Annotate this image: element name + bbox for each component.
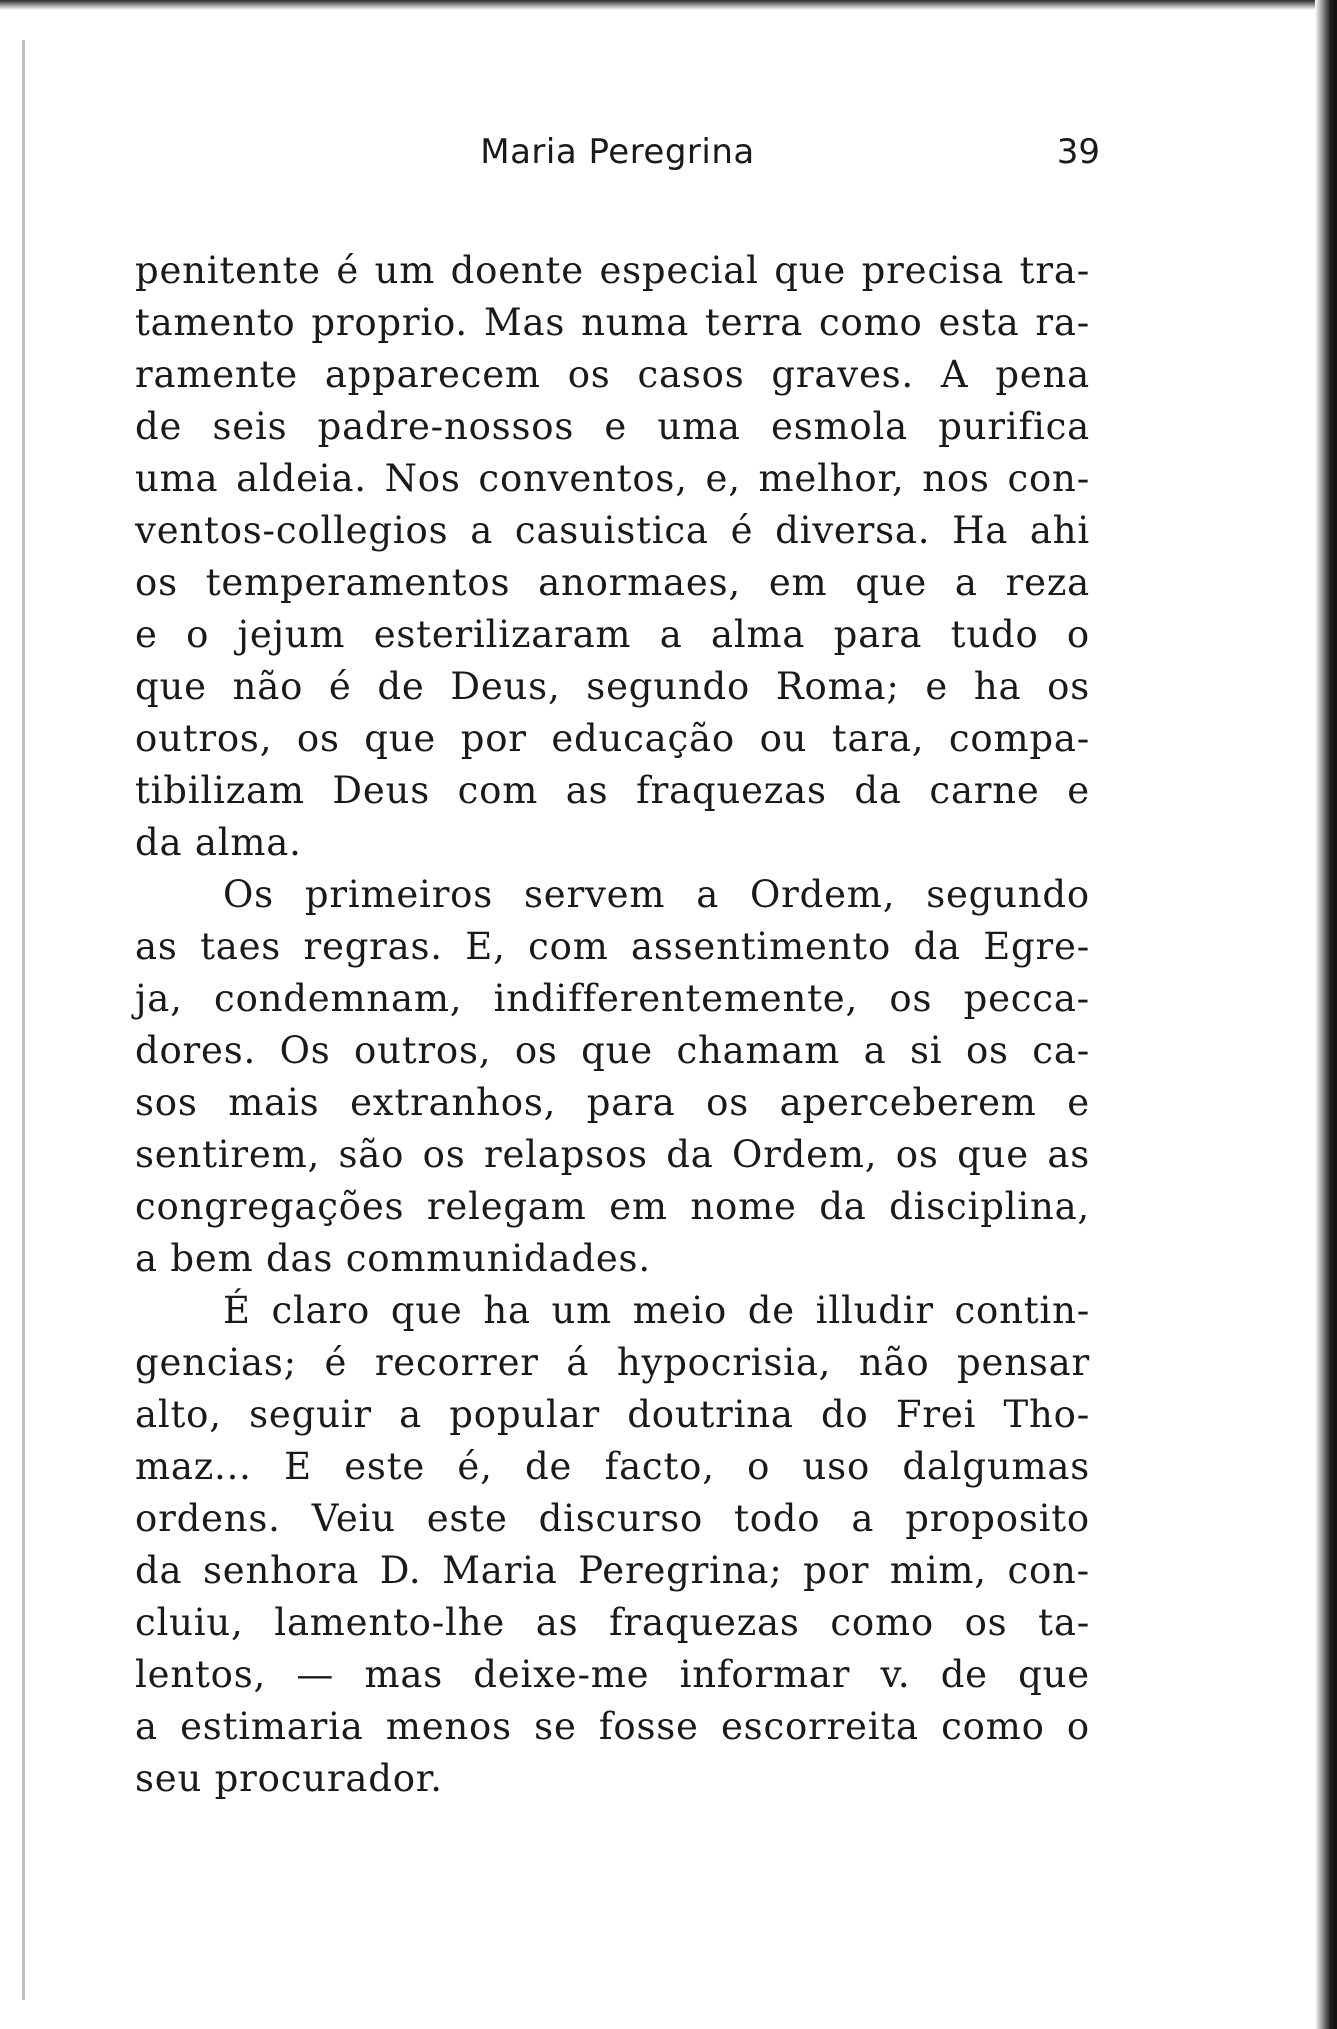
running-title: Maria Peregrina [480, 132, 755, 172]
text-line: Os primeiros servem a Ordem, segundo [223, 873, 1090, 916]
text-line: ramente apparecem os casos graves. A pena [135, 353, 1090, 396]
text-line: É claro que ha um meio de illudir contin- [223, 1289, 1090, 1332]
text-line: ja, condemnam, indifferentemente, os pecca- [135, 977, 1090, 1020]
text-line: penitente é um doente especial que precisa tra- [135, 249, 1090, 292]
page-header [135, 132, 1100, 182]
text-line: maz... E este é, de facto, o uso dalgumas [135, 1445, 1090, 1488]
text-line: gencias; é recorrer á hypocrisia, não pensar [135, 1341, 1090, 1384]
text-line: os temperamentos anormaes, em que a reza [135, 561, 1090, 604]
text-line: lentos, — mas deixe-me informar v. de que [135, 1653, 1090, 1696]
text-line: da alma. [135, 821, 302, 864]
text-line: congregações relegam em nome da disciplina, [135, 1185, 1090, 1228]
text-line: seu procurador. [135, 1757, 443, 1800]
text-line: outros, os que por educação ou tara, compa- [135, 717, 1090, 760]
text-line: a estimaria menos se fosse escorreita como o [135, 1705, 1090, 1748]
text-line: dores. Os outros, os que chamam a si os ca- [135, 1029, 1090, 1072]
text-line: e o jejum esterilizaram a alma para tudo o [135, 613, 1090, 656]
text-line: da senhora D. Maria Peregrina; por mim, con- [135, 1549, 1090, 1592]
text-line: tibilizam Deus com as fraquezas da carne e [135, 769, 1090, 812]
page-number: 39 [1056, 132, 1100, 172]
scan-edge-top [0, 0, 1337, 10]
text-line: ordens. Veiu este discurso todo a proposito [135, 1497, 1090, 1540]
text-line: cluiu, lamento-lhe as fraquezas como os ta- [135, 1601, 1090, 1644]
text-line: sos mais extranhos, para os aperceberem e [135, 1081, 1090, 1124]
scan-edge-left [22, 40, 25, 2000]
text-line: uma aldeia. Nos conventos, e, melhor, nos con- [135, 457, 1090, 500]
text-line: as taes regras. E, com assentimento da Egre- [135, 925, 1090, 968]
text-line: que não é de Deus, segundo Roma; e ha os [135, 665, 1090, 708]
scan-edge-right [1315, 0, 1337, 2029]
text-line: ventos-collegios a casuistica é diversa. Ha ahi [135, 509, 1090, 552]
body-text [135, 245, 1090, 1805]
text-line: sentirem, são os relapsos da Ordem, os que as [135, 1133, 1090, 1176]
text-line: tamento proprio. Mas numa terra como esta ra- [135, 301, 1090, 344]
text-line: a bem das communidades. [135, 1237, 651, 1280]
text-line: de seis padre-nossos e uma esmola purifica [135, 405, 1090, 448]
text-line: alto, seguir a popular doutrina do Frei Tho- [135, 1393, 1090, 1436]
